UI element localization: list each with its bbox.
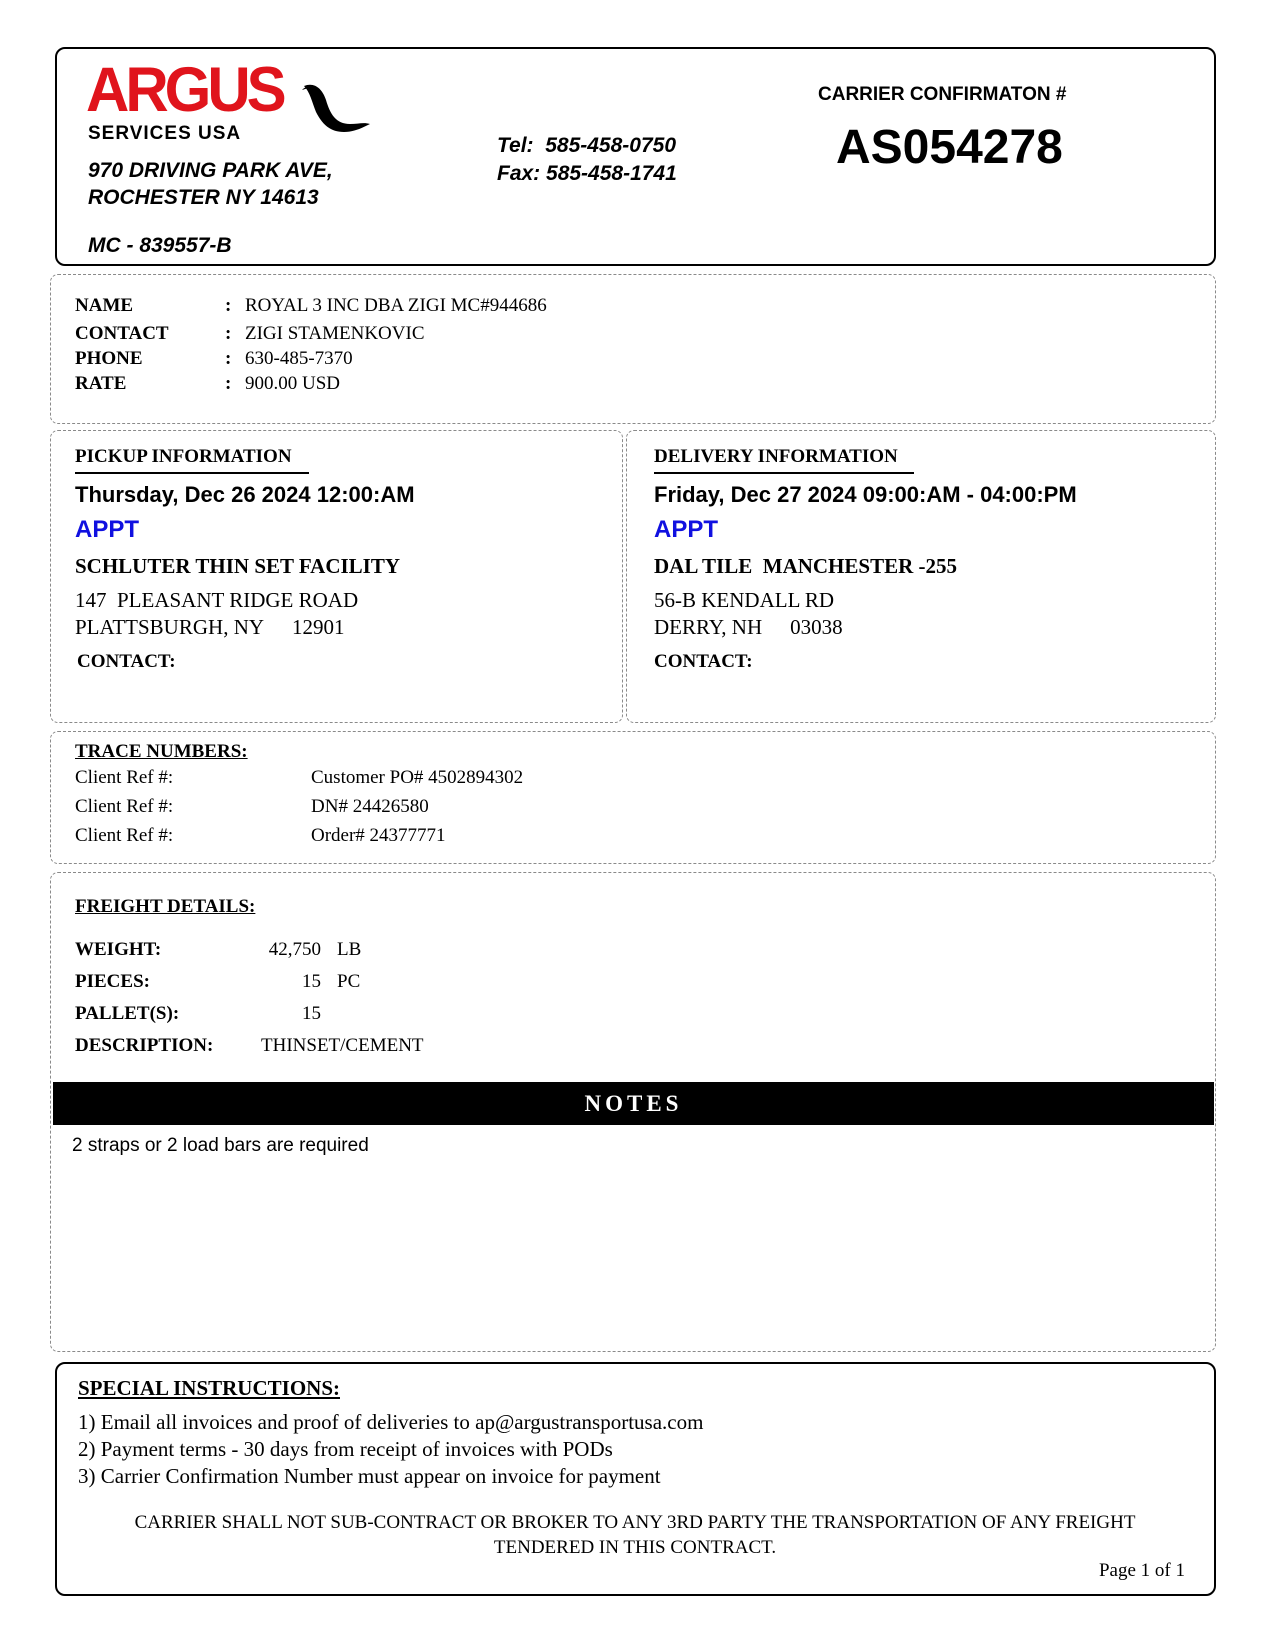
trace-row: Client Ref #: Customer PO# 4502894302 bbox=[75, 767, 524, 788]
contact-numbers bbox=[497, 132, 677, 188]
trace-row: Client Ref #: DN# 24426580 bbox=[75, 796, 429, 817]
freight-section bbox=[75, 896, 424, 1062]
special-item: 1) Email all invoices and proof of deliveries to ap@argustransportusa.com bbox=[78, 1410, 704, 1434]
carrier-row-phone: PHONE : 630-485-7370 bbox=[75, 348, 353, 369]
page-number: Page 1 of 1 bbox=[1098, 1560, 1185, 1581]
confirmation-number: AS054278 bbox=[836, 121, 1063, 174]
bird-logo-icon bbox=[300, 80, 372, 138]
pickup-city-line: PLATTSBURGH, NY 12901 bbox=[75, 615, 345, 639]
confirmation-label: CARRIER CONFIRMATON # bbox=[818, 84, 1067, 105]
company-address bbox=[88, 157, 333, 211]
address-line-2: ROCHESTER NY 14613 bbox=[88, 186, 319, 209]
pickup-appt: APPT bbox=[75, 516, 140, 543]
carrier-row-name: NAME : ROYAL 3 INC DBA ZIGI MC#944686 bbox=[75, 295, 547, 316]
special-item: 3) Carrier Confirmation Number must appear on invoice for payment bbox=[78, 1464, 661, 1488]
delivery-section bbox=[654, 446, 1194, 673]
carrier-row-rate: RATE : 900.00 USD bbox=[75, 373, 341, 394]
mc-number: MC - 839557-B bbox=[88, 234, 232, 257]
freight-weight-row: WEIGHT: 42,750 LB bbox=[75, 939, 362, 960]
notes-text: 2 straps or 2 load bars are required bbox=[72, 1135, 369, 1156]
logo-subtitle: SERVICES USA bbox=[88, 123, 242, 144]
delivery-facility: DAL TILE MANCHESTER -255 bbox=[654, 554, 958, 578]
special-title: SPECIAL INSTRUCTIONS: bbox=[78, 1376, 340, 1400]
logo-wordmark: ARGUS bbox=[86, 54, 283, 125]
trace-title: TRACE NUMBERS: bbox=[75, 741, 248, 762]
special-section bbox=[78, 1376, 1188, 1490]
freight-pieces-row: PIECES: 15 PC bbox=[75, 971, 361, 992]
notes-header-bar: NOTES bbox=[53, 1082, 1214, 1125]
pickup-section bbox=[75, 446, 595, 673]
delivery-contact-label: CONTACT: bbox=[654, 651, 753, 672]
freight-pallets-row: PALLET(S): 15 bbox=[75, 1003, 321, 1024]
trace-row: Client Ref #: Order# 24377771 bbox=[75, 825, 446, 846]
carrier-row-contact: CONTACT : ZIGI STAMENKOVIC bbox=[75, 323, 425, 344]
address-line-1: 970 DRIVING PARK AVE, bbox=[88, 159, 333, 182]
freight-title: FREIGHT DETAILS: bbox=[75, 896, 256, 917]
delivery-title: DELIVERY INFORMATION bbox=[654, 446, 914, 474]
disclaimer-line-2: TENDERED IN THIS CONTRACT. bbox=[493, 1537, 777, 1558]
pickup-contact-label: CONTACT: bbox=[77, 651, 176, 672]
delivery-address-line-1: 56-B KENDALL RD bbox=[654, 588, 835, 612]
pickup-address-line-1: 147 PLEASANT RIDGE ROAD bbox=[75, 588, 359, 612]
disclaimer bbox=[60, 1510, 1210, 1560]
delivery-city-line: DERRY, NH 03038 bbox=[654, 615, 843, 639]
pickup-title: PICKUP INFORMATION bbox=[75, 446, 309, 474]
delivery-date: Friday, Dec 27 2024 09:00:AM - 04:00:PM bbox=[654, 482, 1077, 507]
carrier-info bbox=[75, 293, 547, 396]
trace-section bbox=[75, 741, 523, 850]
telephone: Tel: 585-458-0750 bbox=[497, 134, 677, 157]
pickup-date: Thursday, Dec 26 2024 12:00:AM bbox=[75, 482, 415, 507]
delivery-appt: APPT bbox=[654, 516, 719, 543]
disclaimer-line-1: CARRIER SHALL NOT SUB-CONTRACT OR BROKER TO ANY 3RD PARTY THE TRANSPORTATION OF ANY FREIGHT bbox=[134, 1512, 1136, 1533]
special-item: 2) Payment terms - 30 days from receipt of invoices with PODs bbox=[78, 1437, 613, 1461]
pickup-facility: SCHLUTER THIN SET FACILITY bbox=[75, 554, 401, 578]
freight-description-row: DESCRIPTION: THINSET/CEMENT bbox=[75, 1035, 424, 1056]
fax: Fax: 585-458-1741 bbox=[497, 162, 677, 185]
